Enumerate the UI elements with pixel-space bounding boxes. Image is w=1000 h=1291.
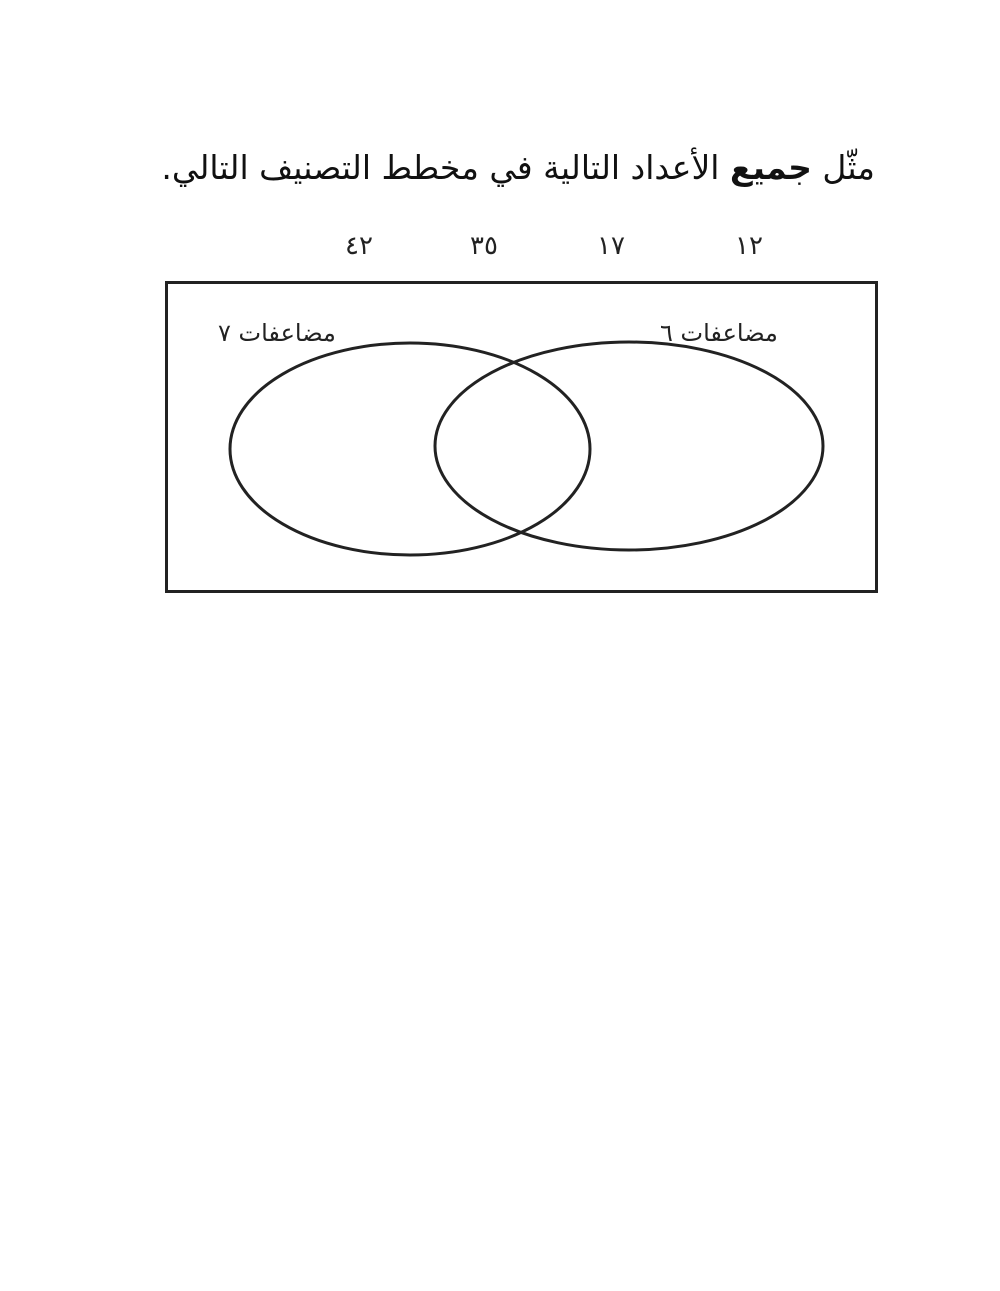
number-item-3[interactable]: ٣٥ bbox=[470, 231, 498, 261]
number-item-2[interactable]: ١٧ bbox=[597, 231, 625, 261]
instruction-part-1: مثّل bbox=[822, 148, 875, 187]
number-item-4[interactable]: ٤٢ bbox=[345, 231, 373, 261]
instruction-part-2: الأعداد التالية في مخطط التصنيف التالي. bbox=[161, 148, 720, 187]
instruction-bold-word: جميع bbox=[729, 148, 812, 187]
numbers-list bbox=[0, 228, 1000, 268]
left-set-label: مضاعفات ٧ bbox=[218, 319, 336, 347]
instruction-text bbox=[150, 145, 875, 191]
number-item-1[interactable]: ١٢ bbox=[735, 231, 763, 261]
right-set-label: مضاعفات ٦ bbox=[660, 319, 778, 347]
